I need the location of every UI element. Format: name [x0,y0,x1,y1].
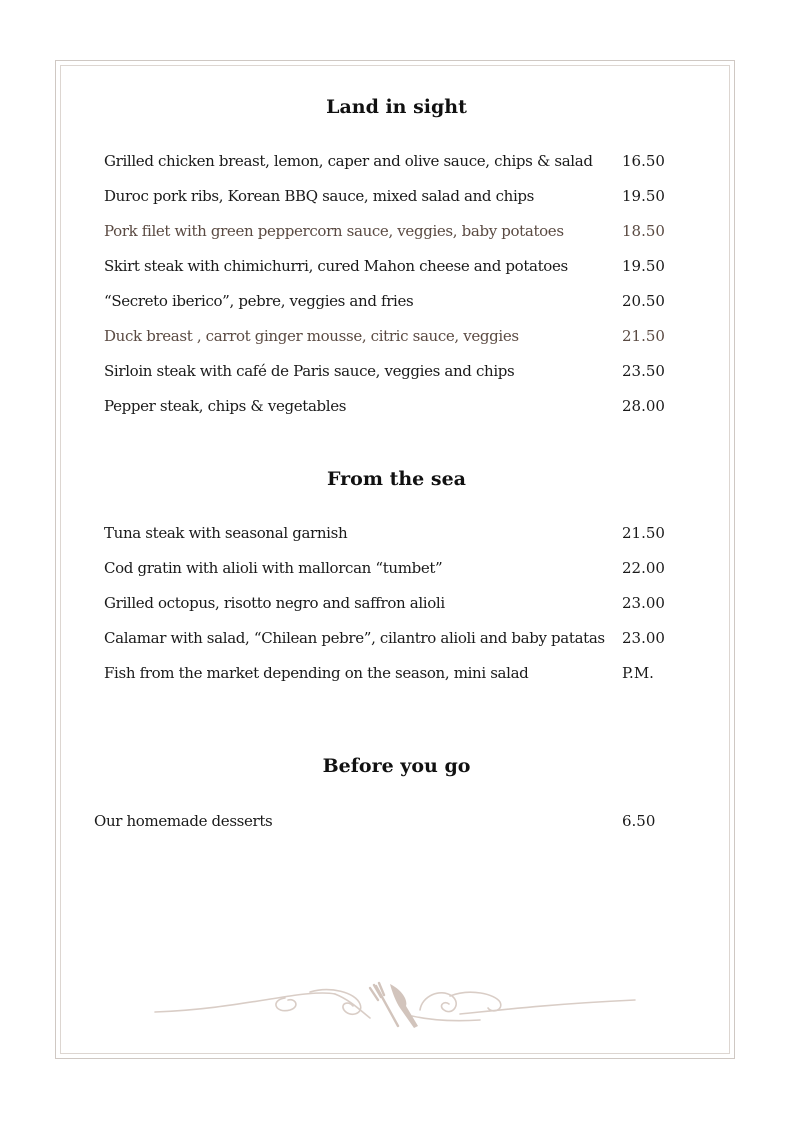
menu-item-name: Pepper steak, chips & vegetables [104,397,347,415]
menu-item-price: 28.00 [622,397,665,415]
flourish-left-curl [276,998,296,1011]
menu-item-price: P.M. [622,664,654,682]
menu-item [94,810,674,832]
menu-item [104,557,684,579]
menu-item-name: Tuna steak with seasonal garnish [104,524,348,542]
menu-item-name: Skirt steak with chimichurri, cured Mahon cheese and potatoes [104,257,568,275]
menu-item [104,395,684,417]
flourish-right-curl [450,992,501,1011]
menu-item [104,325,684,347]
menu-item-name: Grilled chicken breast, lemon, caper and olive sauce, chips & salad [104,152,593,170]
menu-item-price: 19.50 [622,257,665,275]
menu-item [104,522,684,544]
menu-item-name: Cod gratin with alioli with mallorcan “tumbet” [104,559,443,577]
menu-item [104,255,684,277]
menu-item [104,627,684,649]
menu-item-name: Grilled octopus, risotto negro and saffron alioli [104,594,445,612]
menu-item-name: “Secreto iberico”, pebre, veggies and fries [104,292,414,310]
menu-item-price: 23.50 [622,362,665,380]
menu-item-name: Our homemade desserts [94,812,273,830]
menu-item-price: 16.50 [622,152,665,170]
menu-item-price: 6.50 [622,812,656,830]
menu-item-name: Duck breast , carrot ginger mousse, citric sauce, veggies [104,327,519,345]
menu-item-price: 22.00 [622,559,665,577]
section-heading-land: Land in sight [326,96,467,118]
menu-item-name: Fish from the market depending on the season, mini salad [104,664,529,682]
menu-item [104,220,684,242]
menu-item-price: 23.00 [622,594,665,612]
menu-item-name: Duroc pork ribs, Korean BBQ sauce, mixed salad and chips [104,187,535,205]
menu-item-price: 18.50 [622,222,665,240]
menu-item [104,150,684,172]
menu-item-name: Pork filet with green peppercorn sauce, veggies, baby potatoes [104,222,564,240]
menu-item [104,592,684,614]
menu-item-price: 23.00 [622,629,665,647]
menu-item-price: 21.50 [622,524,665,542]
menu-item-price: 19.50 [622,187,665,205]
flourish-right-tail [412,1016,480,1021]
section-heading-desserts: Before you go [322,755,471,777]
flourish-right-swash [460,1000,635,1014]
menu-item [104,290,684,312]
menu-item-name: Calamar with salad, “Chilean pebre”, cilantro alioli and baby patatas [104,629,605,647]
flourish-left-swash [155,993,335,1012]
flourish-ornament [150,980,640,1035]
menu-item-name: Sirloin steak with café de Paris sauce, veggies and chips [104,362,515,380]
menu-item [104,360,684,382]
menu-item-price: 20.50 [622,292,665,310]
menu-item-price: 21.50 [622,327,665,345]
section-heading-sea: From the sea [327,468,466,490]
menu-item [104,662,684,684]
menu-item [104,185,684,207]
